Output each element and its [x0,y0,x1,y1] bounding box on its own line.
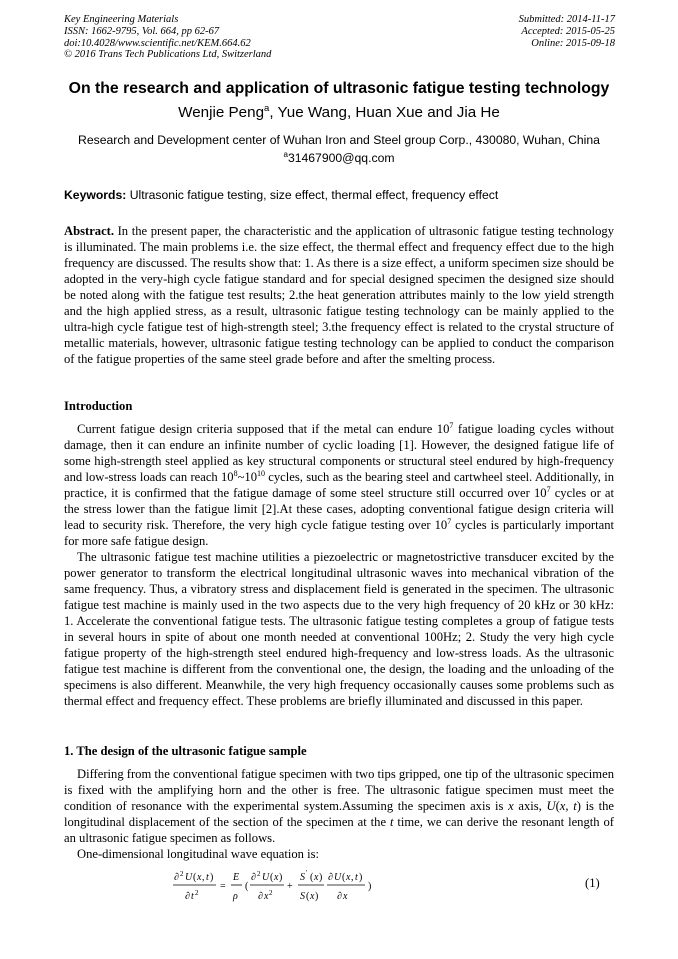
svg-text:(: ( [306,891,310,902]
svg-text:2: 2 [180,870,184,878]
issn-line: ISSN: 1662-9795, Vol. 664, pp 62-67 [64,25,220,37]
section-1-heading: 1. The design of the ultrasonic fatigue sample [64,744,307,758]
svg-text:x: x [274,872,279,883]
svg-text:ρ: ρ [233,891,238,902]
svg-text:): ) [319,872,323,883]
svg-text:S: S [300,891,305,902]
author-superscript: a [264,102,270,114]
svg-text:∂: ∂ [328,872,333,883]
svg-text:U: U [334,872,342,883]
svg-text:t: t [355,872,358,883]
svg-text:t: t [206,872,209,883]
author-list [40,104,638,121]
accepted-date: Accepted: 2015-05-25 [521,25,615,37]
submitted-date: Submitted: 2014-11-17 [518,14,615,25]
copyright-line: © 2016 Trans Tech Publications Ltd, Switzerland [64,49,272,61]
svg-text:2: 2 [257,870,261,878]
abstract-text: In the present paper, the characteristic and the application of ultrasonic fatigue testing technology is illuminated. The main problems i.e. the size effect, the thermal effect and frequency effect due to the high frequency are discussed. The results show that: 1. As there is a size effect, a uniform specimen size should be adopted in the very-high cycle fatigue standard and for special designed specimen the designed size should be noted along with the fatigue test results; 2.the heat generation attributes mainly to the low yield strength and the high applied stress, as a result, ultrasonic fatigue testing technology can be mainly applied to the ultra-high cycle fatigue test of high-strength steel; 3.the frequency effect is related to the crystal structure of metallic materials, however, ultrasonic fatigue testing technology can be applied to conduct the comparison of the fatigue properties of the same steel grade before and after the smelting process. [64,224,614,366]
svg-text:': ' [306,869,308,877]
svg-text:,: , [202,872,205,883]
svg-text:∂: ∂ [251,872,256,883]
section-1-paragraph-2: One-dimensional longitudinal wave equation is: [77,847,320,861]
keywords-text: Ultrasonic fatigue testing, size effect, thermal effect, frequency effect [126,188,499,202]
keywords [64,188,616,202]
introduction-heading: Introduction [64,399,133,413]
first-author: Wenjie Peng [178,104,265,121]
svg-text:E: E [233,872,240,883]
equation-number: (1) [585,876,600,890]
svg-text:): ) [279,872,283,883]
svg-text:(: ( [310,872,314,883]
abstract-label: Abstract. [64,224,115,238]
svg-text:∂: ∂ [337,891,342,902]
svg-text:t: t [191,891,194,902]
svg-text:2: 2 [269,889,273,897]
svg-text:(: ( [193,872,197,883]
svg-text:U: U [185,872,193,883]
journal-name: Key Engineering Materials [64,14,179,25]
email-address: 31467900@qq.com [287,151,395,165]
svg-text:x: x [343,891,348,902]
svg-text:): ) [368,881,372,892]
doi-line: doi:10.4028/www.scientific.net/KEM.664.62 [64,37,251,49]
introduction-body [64,421,614,709]
svg-text:S: S [300,872,305,883]
svg-text:∂: ∂ [258,891,263,902]
svg-text:U: U [262,872,270,883]
svg-text:∂: ∂ [174,872,179,883]
wave-equation [172,868,402,908]
online-date: Online: 2015-09-18 [531,37,615,49]
svg-text:(: ( [342,872,346,883]
affiliation: Research and Development center of Wuhan Iron and Steel group Corp., 430080, Wuhan, China [78,133,600,147]
svg-text:(: ( [270,872,274,883]
journal-header [64,14,271,61]
svg-text:x: x [197,872,202,883]
svg-text:,: , [351,872,354,883]
svg-text:x: x [310,891,315,902]
svg-text:+: + [287,881,293,892]
author-email [40,151,638,165]
svg-text:x: x [346,872,351,883]
intro-paragraph-2: The ultrasonic fatigue test machine utilities a piezoelectric or magnetostrictive transducer excited by the power generator to transform the electrical longitudinal ultrasonic waves into mechanical vibration of the same frequency. Thus, a vibratory stress and displacement field is generated in the specimen. The ultrasonic fatigue test machine is mainly used in the two aspects due to the very high frequency of 20 kHz or 30 kHz: 1. Accelerate the conventional fatigue tests. The ultrasonic fatigue testing completes a group of fatigue tests in several hours in spite of about one month needed at conventional 100Hz; 2. Study the very high cycle fatigue property of the high-strength steel endured high-frequency and low-stress loads. As the ultrasonic fatigue test machine is different from the conventional one, the design, the loading and the unloading of the specimens is also different. Meanwhile, the very high frequency occasionally causes some problems such as thermal effect and frequency effect. These problems are briefly illuminated and discussed in this paper. [64,550,614,708]
dates-header [519,14,615,49]
email-superscript: a [283,149,288,159]
svg-text:∂: ∂ [185,891,190,902]
abstract [64,223,614,367]
svg-text:=: = [220,881,226,892]
section-1-body [64,766,614,862]
keywords-label: Keywords: [64,188,127,202]
svg-text:2: 2 [195,889,199,897]
section-1-paragraph-1: Differing from the conventional fatigue specimen with two tips gripped, one tip of the ultrasonic specimen is fixed with the amplifying horn and the other is free. The ultrasonic fatigue specimen must meet the condition of resonance with the experimental system.Assuming the specimen axis is x axis, U(x, t) is the longitudinal displacement of the section of the specimen at the t time, we can derive the resonant length of an ultrasonic fatigue specimen as follows. [64,767,615,845]
intro-paragraph-1: Current fatigue design criteria supposed that if the metal can endure $10^7$ fatigue loading cycles without damage, then it can endure an infinite number of cyclic loading [1]. However, the designed fatigue life of some high-strength steel applied as key structural components or structural steel endured by high-frequency and low-stress loads can reach $10^8\sim 10^{10}$ cycles, such as the bearing steel and cartwheel steel. Additionally, in practice, it is confirmed that the fatigue damage of some steel structure still occurred over $10^7$ cycles or at the stress lower than the fatigue limit [2].At these cases, adopting conventional fatigue design criteria will lead to security risk. Therefore, the very high cycle fatigue testing over $10^7$ cycles is particularly important for more safe fatigue design. [64,420,614,548]
other-authors: , Yue Wang, Huan Xue and Jia He [269,104,500,121]
svg-text:(: ( [245,881,249,892]
svg-text:): ) [315,891,319,902]
svg-text:x: x [314,872,319,883]
svg-text:): ) [359,872,363,883]
svg-text:): ) [210,872,214,883]
svg-text:x: x [264,891,269,902]
paper-title: On the research and application of ultrasonic fatigue testing technology [68,80,610,97]
